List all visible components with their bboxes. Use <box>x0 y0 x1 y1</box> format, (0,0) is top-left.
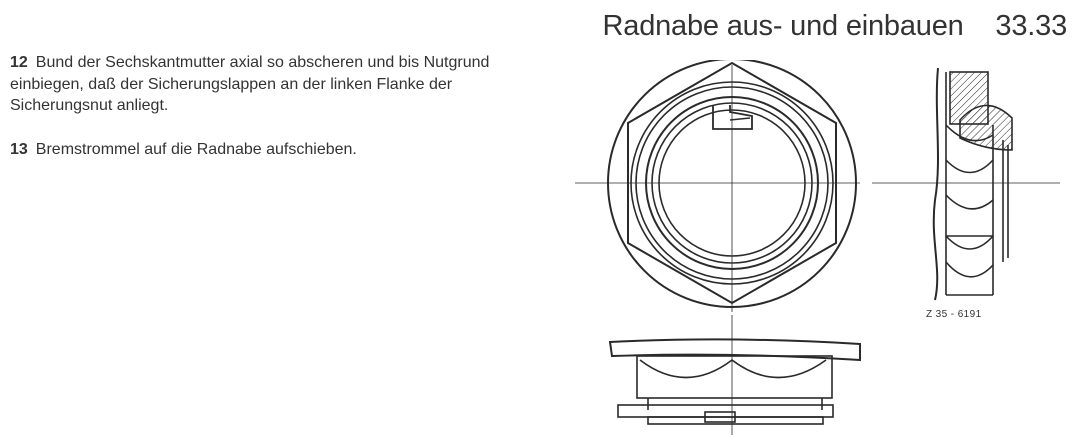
figure-id: Z 35 - 6191 <box>926 309 982 320</box>
instruction-steps <box>10 52 510 182</box>
front-view <box>575 60 860 312</box>
technical-drawing <box>560 60 1070 440</box>
step-number: 12 <box>10 54 28 71</box>
section-title: Radnabe aus- und einbauen <box>602 10 964 42</box>
step-text: Bund der Sechskantmutter axial so abscheren und bis Nutgrund einbiegen, daß der Sicherungslappen an der linken Flanke der Sicherungsnut anliegt. <box>10 54 490 114</box>
page-header <box>603 10 1067 43</box>
page-number: 33.33 <box>995 10 1067 42</box>
step-13 <box>10 139 510 161</box>
step-number: 13 <box>10 140 28 158</box>
side-section-view <box>872 68 1060 300</box>
step-12 <box>10 52 510 117</box>
bottom-view <box>610 315 860 435</box>
step-text: Bremstrommel auf die Radnabe aufschieben. <box>35 140 357 158</box>
